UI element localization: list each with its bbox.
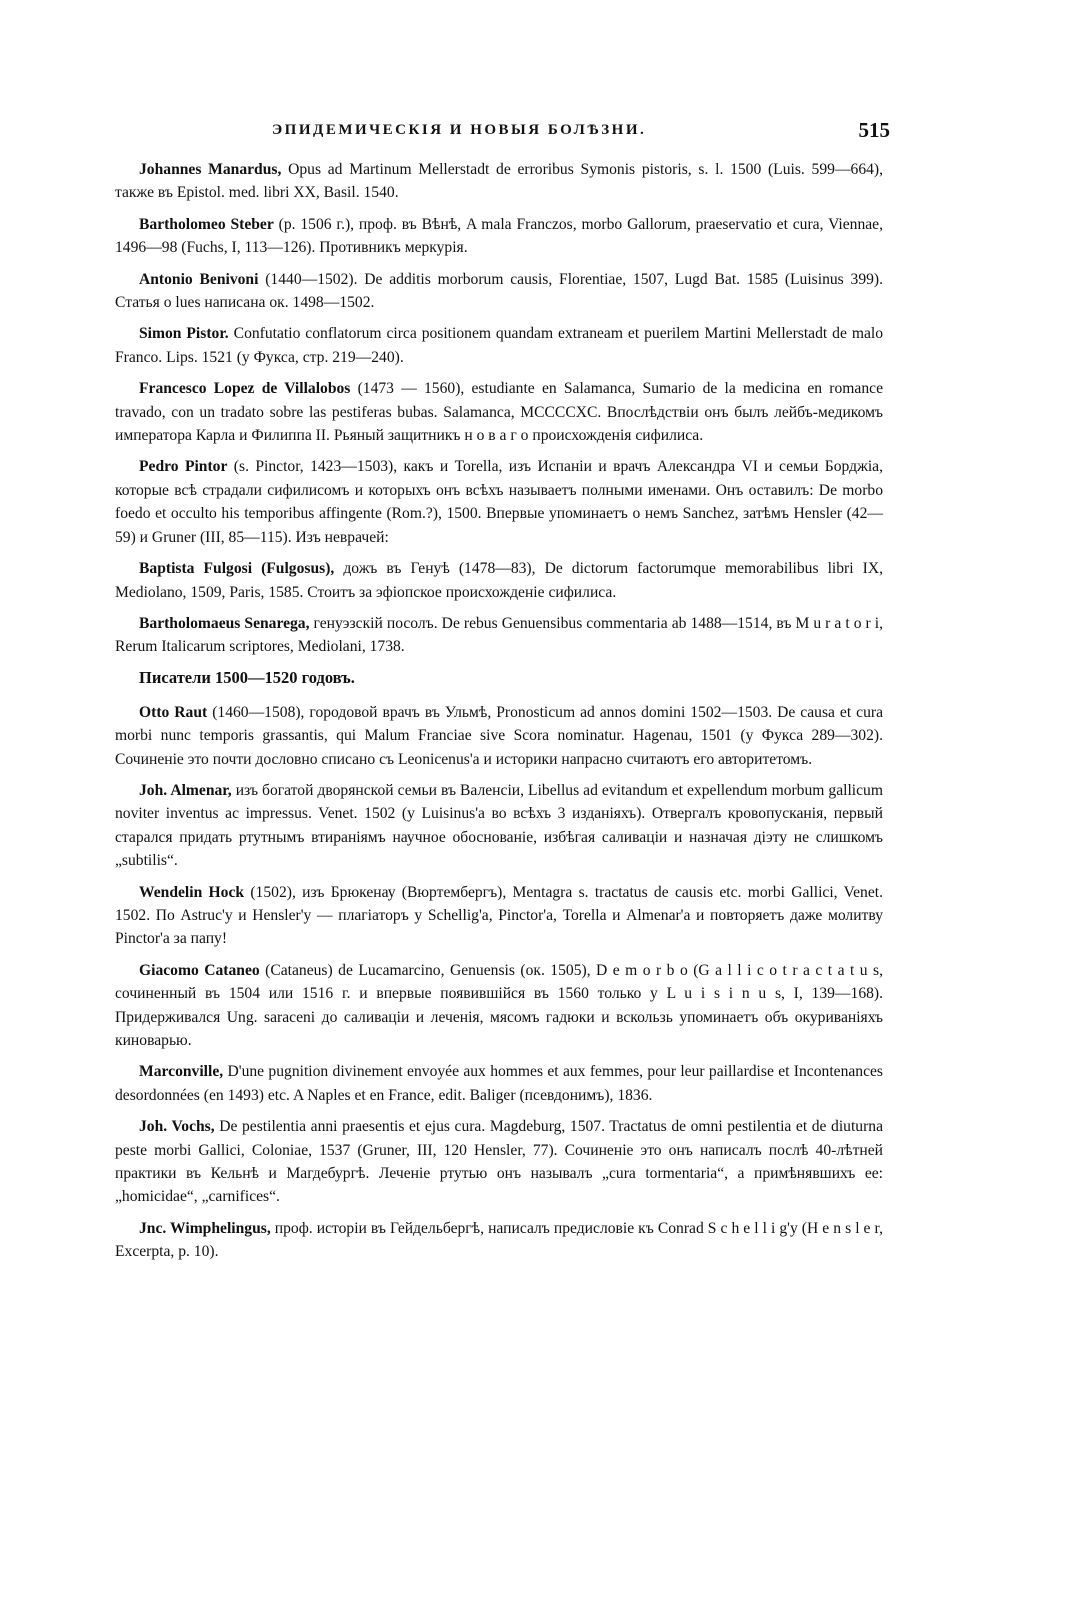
bibliography-entry (115, 213, 883, 260)
page-header (115, 118, 890, 158)
entry-text: изъ богатой дворянской семьи въ Валенсіи, Libellus ad evitandum et expellendum morbum gallicum noviter inventus ac impressus. Venet. 1502 (у Luisinus'а во всѣхъ 3 изданіяхъ). Отвергалъ кровопусканія, первый старался придать ртутнымъ втираніямъ научное обоснованіе, избѣгая саливаціи и назначая діэту не слишкомъ „subtilis“. (115, 781, 883, 870)
entry-text: (s. Pinctor, 1423—1503), какъ и Torella, изъ Испаніи и врачъ Александра VI и семьи Борджіа, которые всѣ страдали сифилисомъ и которыхъ онъ всѣхъ называетъ полными именами. Онъ оставилъ: De morbo foedo et occulto his temporibus affingente (Rom.?), 1500. Впервые упоминаетъ о немъ Sanchez, затѣмъ Hensler (42—59) и Gruner (III, 85—115). Изъ неврачей: (115, 458, 883, 546)
author-name: Bartholomaeus Senarega, (139, 614, 310, 632)
entry-text: (1502), изъ Брюкенау (Вюртембергъ), Mentagra s. tractatus de causis etc. morbi Gallici, Venet. 1502. По Astruc'у и Hensler'у — плагіаторъ у Schellig'а, Pinctor'а, Torella и Almenar'а и повторяетъ даже молитву Pinctor'а за папу! (115, 883, 883, 948)
bibliography-entry (115, 377, 883, 447)
author-name: Wendelin Hock (139, 883, 245, 901)
bibliography-entry (115, 557, 883, 604)
author-name: Baptista Fulgosi (Fulgosus), (139, 560, 335, 578)
bibliography-entry (115, 612, 883, 659)
author-name: Jnc. Wimphelingus, (139, 1219, 271, 1237)
author-name: Simon Pistor. (139, 325, 229, 343)
bibliography-entry (115, 322, 883, 369)
page (115, 118, 890, 1272)
author-name: Marconville, (139, 1063, 224, 1081)
entry-text: (1473 — 1560), estudiante en Salamanca, Sumario de la medicina en romance travado, con un tradato sobre las pestiferas bubas. Salamanca, MCCCCXC. Впослѣдствіи онъ былъ лейбъ-медикомъ императора Карла и Филиппа II. Рьяный защитникъ н о в а г о происхожденія сифилиса. (115, 380, 883, 445)
entry-text: Opus ad Martinum Mellerstadt de erroribus Symonis pistoris, s. l. 1500 (Luis. 599—664), также въ Epistol. med. libri XX, Basil. 1540. (115, 161, 884, 202)
entry-text: Confutatio conflatorum circa positionem quandam extraneam et puerilem Martini Mellerstadt de malo Franco. Lips. 1521 (у Фукса, стр. 219—240). (115, 325, 883, 366)
entry-text: D'une pugnition divinement envoyée aux hommes et aux femmes, pour leur paillardise et Incontenances desordonnées (en 1493) etc. A Naples et en France, edit. Baliger (псевдонимъ), 1836. (115, 1063, 883, 1104)
entry-text: (Cataneus) de Lucamarcino, Genuensis (ок. 1505), D e m o r b o (G a l l i c o t r a c t a t u s, сочиненный въ 1504 или 1516 г. и впервые появившійся въ 1560 только у L u i s i n u s, I, 139—168). Придерживался Ung. saraceni до саливаціи и леченія, мясомъ гадюки и вскользь упоминаетъ объ окуриваніяхъ киноварью. (115, 961, 883, 1049)
bibliography-entry (115, 268, 883, 315)
author-name: Antonio Benivoni (139, 270, 259, 288)
running-title: ЭПИДЕМИЧЕСКІЯ И НОВЫЯ БОЛѢЗНИ. (272, 122, 647, 138)
author-name: Johannes Manardus, (139, 161, 282, 178)
entry-text: (1440—1502). De additis morborum causis, Florentiae, 1507, Lugd Bat. 1585 (Luisinus 399). Статья о lues написана ок. 1498—1502. (115, 270, 884, 312)
bibliography-entry (115, 701, 883, 771)
author-name: Giacomo Cataneo (139, 961, 260, 979)
author-name: Joh. Vochs, (139, 1118, 215, 1136)
section-title: Писатели 1500—1520 годовъ. (139, 667, 355, 687)
bibliography-group-2 (115, 701, 883, 1264)
bibliography-entry (115, 959, 883, 1053)
entry-text: (р. 1506 г.), проф. въ Вѣнѣ, A mala Franczos, morbo Gallorum, praeservatio et cura, Viennae, 1496—98 (Fuchs, I, 113—126). Противникъ меркурія. (115, 215, 883, 257)
bibliography-entry (115, 1060, 883, 1107)
page-number: 515 (858, 118, 890, 142)
author-name: Bartholomeo Steber (139, 215, 274, 233)
bibliography-entry (115, 158, 883, 205)
author-name: Otto Raut (139, 703, 208, 721)
entry-text: проф. исторіи въ Гейдельбергѣ, написалъ предисловіе къ Conrad S c h e l l i g'у (H e n s l e r, Excerpta, p. 10). (115, 1219, 883, 1261)
bibliography-entry (115, 779, 883, 873)
entry-text: De pestilentia anni praesentis et ejus cura. Magdeburg, 1507. Tractatus de omni pestilentia et de diuturna peste morbi Gallici, Coloniae, 1537 (Gruner, III, 120 Hensler, 77). Сочиненіе это онъ написалъ послѣ 40-лѣтней практики въ Кельнѣ и Магдебургѣ. Леченіе ртутью онъ называлъ „cura tormentaria“, а примѣнявшихъ ее: „homicidae“, „carnifices“. (115, 1118, 883, 1206)
bibliography-entry (115, 455, 883, 549)
bibliography-entry (115, 881, 883, 951)
entry-text: дожъ въ Генуѣ (1478—83), De dictorum factorumque memorabilibus libri IX, Mediolano, 1509, Paris, 1585. Стоитъ за эфіопское происхожденіе сифилиса. (115, 560, 883, 601)
bibliography-entry (115, 1115, 883, 1209)
author-name: Francesco Lopez de Villalobos (139, 380, 351, 398)
entry-text: генуэзскій посолъ. De rebus Genuensibus commentaria ab 1488—1514, въ M u r a t o r i, Rerum Italicarum scriptores, Mediolani, 1738. (115, 614, 883, 656)
author-name: Pedro Pintor (139, 458, 228, 476)
author-name: Joh. Almenar, (139, 781, 232, 799)
bibliography-entry (115, 1217, 883, 1264)
bibliography-group-1 (115, 158, 883, 659)
entry-text: (1460—1508), городовой врачъ въ Ульмѣ, Pronosticum ad annos domini 1502—1503. De causa et cura morbi nunc temporis grassantis, qui Malum Franciae sive Scora nominatur. Hagenau, 1501 (у Фукса 289—302). Сочиненіе это почти дословно списано съ Leonicenus'а и историки напрасно считаютъ его авторитетомъ. (115, 703, 883, 768)
